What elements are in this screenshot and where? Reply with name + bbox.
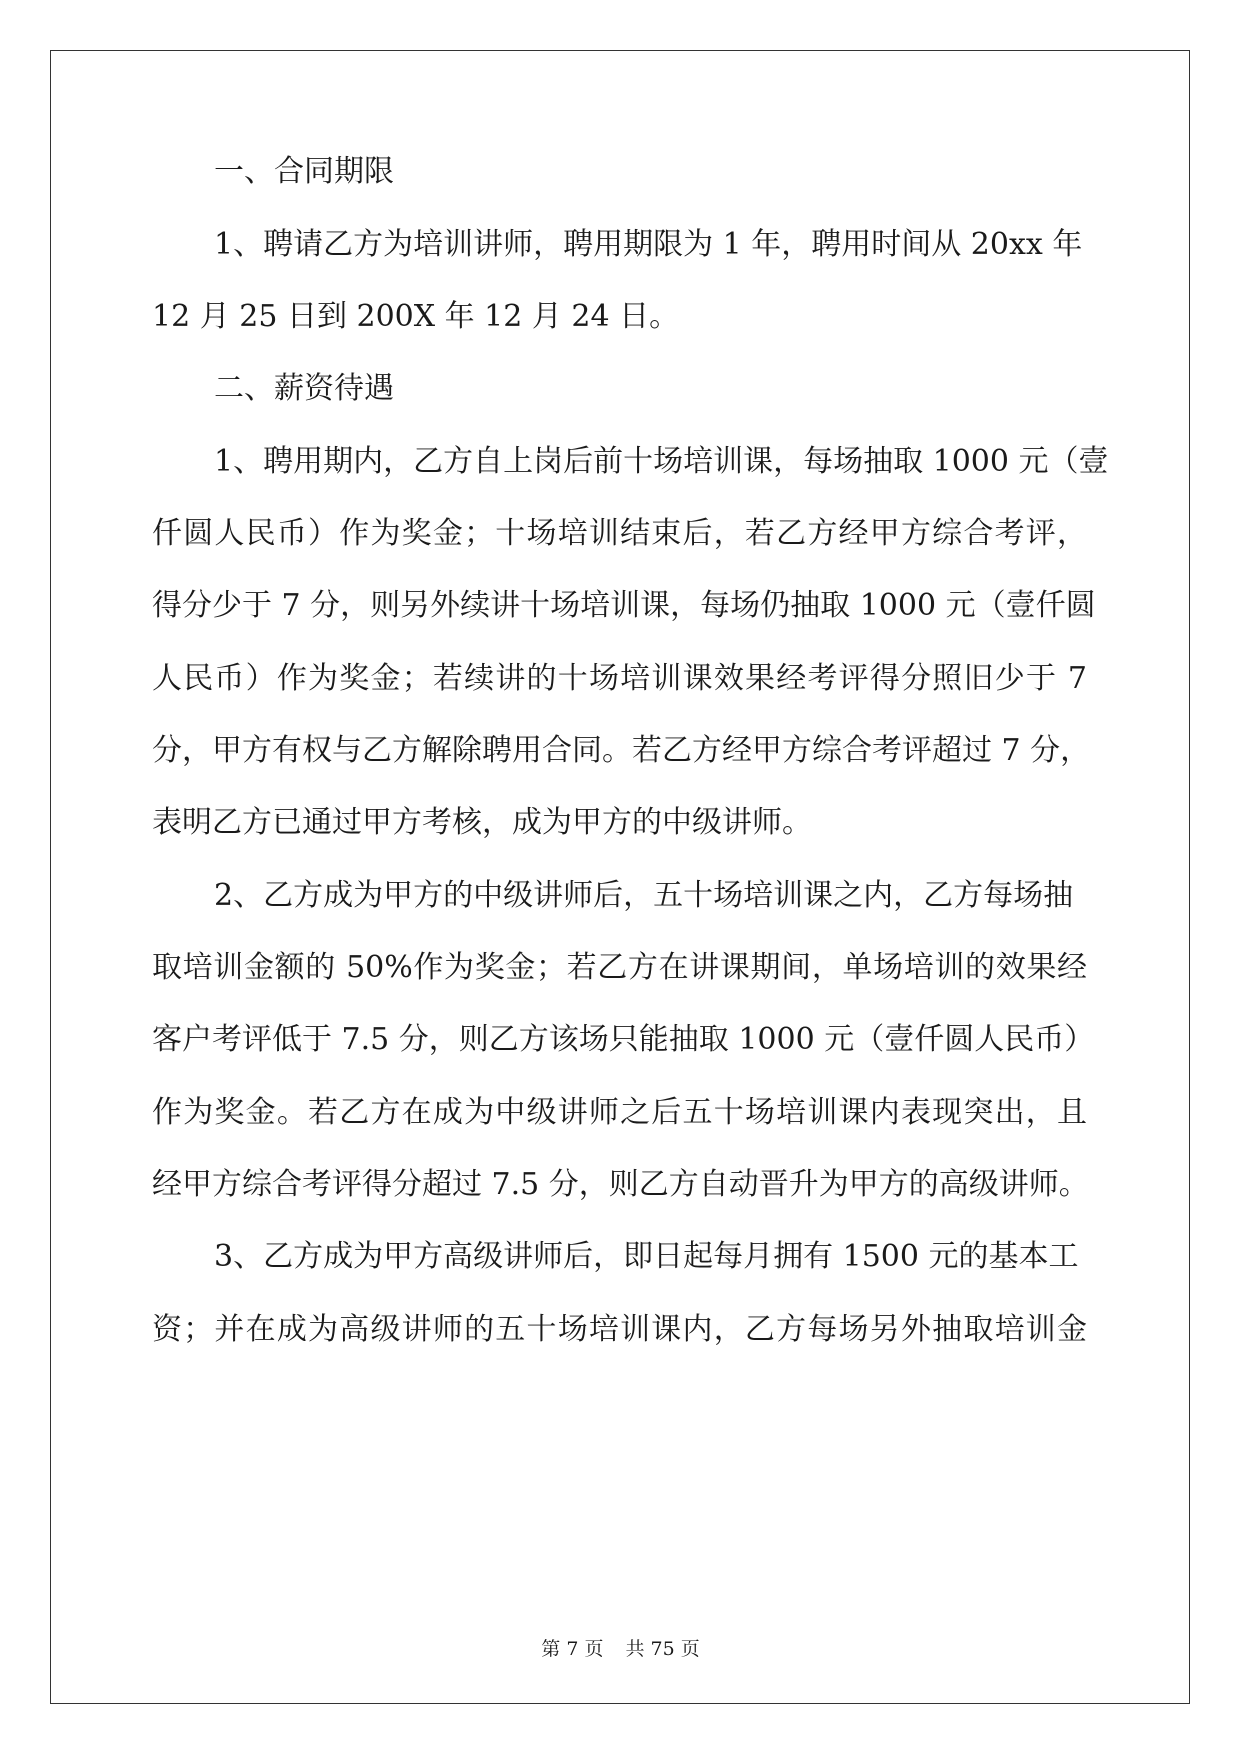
paragraph-line: 经甲方综合考评得分超过 7.5 分，则乙方自动晋升为甲方的高级讲师。 [152,1167,1089,1202]
paragraph-line: 客户考评低于 7.5 分，则乙方该场只能抽取 1000 元（壹仟圆人民币） [152,1022,1095,1057]
page-number: 第 7 页 [541,1638,604,1660]
paragraph-line: 资；并在成为高级讲师的五十场培训课内，乙方每场另外抽取培训金 [152,1312,1087,1347]
section-heading-contract-term: 一、合同期限 [214,154,394,189]
paragraph-line: 人民币）作为奖金；若续讲的十场培训课效果经考评得分照旧少于 7 [152,661,1087,696]
page-total: 共 75 页 [625,1638,700,1660]
paragraph-line: 取培训金额的 50%作为奖金；若乙方在讲课期间，单场培训的效果经 [152,950,1087,985]
paragraph-line: 表明乙方已通过甲方考核，成为甲方的中级讲师。 [152,805,812,840]
section-heading-salary: 二、薪资待遇 [214,371,394,406]
paragraph-line: 分，甲方有权与乙方解除聘用合同。若乙方经甲方综合考评超过 7 分， [152,733,1091,768]
paragraph-line: 1、聘用期内，乙方自上岗后前十场培训课，每场抽取 1000 元（壹 [214,444,1109,479]
paragraph-line: 3、乙方成为甲方高级讲师后，即日起每月拥有 1500 元的基本工 [214,1239,1079,1274]
paragraph-line: 得分少于 7 分，则另外续讲十场培训课，每场仍抽取 1000 元（壹仟圆 [152,588,1096,623]
paragraph-line: 1、聘请乙方为培训讲师，聘用期限为 1 年，聘用时间从 20xx 年 [214,227,1083,262]
paragraph-line: 作为奖金。若乙方在成为中级讲师之后五十场培训课内表现突出，且 [152,1095,1087,1130]
paragraph-line: 2、乙方成为甲方的中级讲师后，五十场培训课之内，乙方每场抽 [214,878,1074,913]
paragraph-line: 仟圆人民币）作为奖金；十场培训结束后，若乙方经甲方综合考评， [152,516,1087,551]
paragraph-line: 12 月 25 日到 200X 年 12 月 24 日。 [152,299,680,334]
page-footer [0,1640,1241,1659]
